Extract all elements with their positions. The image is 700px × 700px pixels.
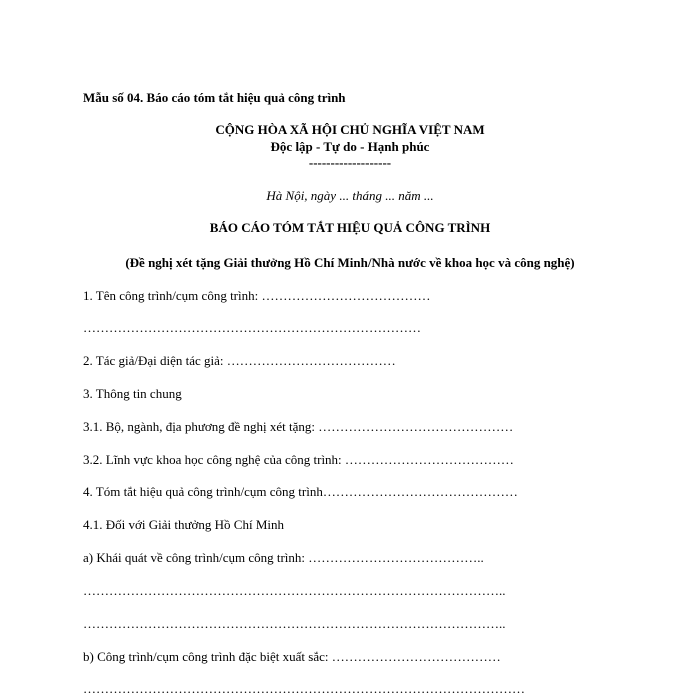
motto: Độc lập - Tự do - Hạnh phúc xyxy=(270,139,430,154)
field-outstanding: b) Công trình/cụm công trình đặc biệt xuất sắc: ………………………………… xyxy=(83,649,501,664)
country-name: CỘNG HÒA XÃ HỘI CHỦ NGHĨA VIỆT NAM xyxy=(215,122,485,137)
field-work-name: 1. Tên công trình/cụm công trình: ………………………………… xyxy=(83,288,431,303)
field-proposing-body: 3.1. Bộ, ngành, địa phương đề nghị xét tặng: ……………………………………… xyxy=(83,419,514,434)
field-overview: a) Khái quát về công trình/cụm công trình: ………………………………….. xyxy=(83,550,484,565)
place-date: Hà Nội, ngày ... tháng ... năm ... xyxy=(266,188,434,203)
field-overview-continuation-2: …………………………………………………………………………………….. xyxy=(83,616,506,631)
field-author: 2. Tác giả/Đại diện tác giả: ………………………………… xyxy=(83,353,396,368)
form-code: Mẫu số 04. Báo cáo tóm tắt hiệu quả công trình xyxy=(83,90,346,105)
section-hcm-prize: 4.1. Đối với Giải thưởng Hồ Chí Minh xyxy=(83,517,284,532)
document-subtitle: (Đề nghị xét tặng Giải thưởng Hồ Chí Minh/Nhà nước về khoa học và công nghệ) xyxy=(125,255,575,270)
field-overview-continuation-1: …………………………………………………………………………………….. xyxy=(83,583,506,598)
field-science-domain: 3.2. Lĩnh vực khoa học công nghệ của công trình: ………………………………… xyxy=(83,452,514,467)
motto-separator: ------------------- xyxy=(308,155,392,170)
section-general-info: 3. Thông tin chung xyxy=(83,386,182,401)
field-outstanding-continuation: ………………………………………………………………………………………… xyxy=(83,681,525,696)
field-work-name-continuation: …………………………………………………………………… xyxy=(83,320,421,335)
document-title: BÁO CÁO TÓM TẮT HIỆU QUẢ CÔNG TRÌNH xyxy=(209,220,491,235)
section-summary: 4. Tóm tắt hiệu quả công trình/cụm công trình……………………………………… xyxy=(83,484,518,499)
